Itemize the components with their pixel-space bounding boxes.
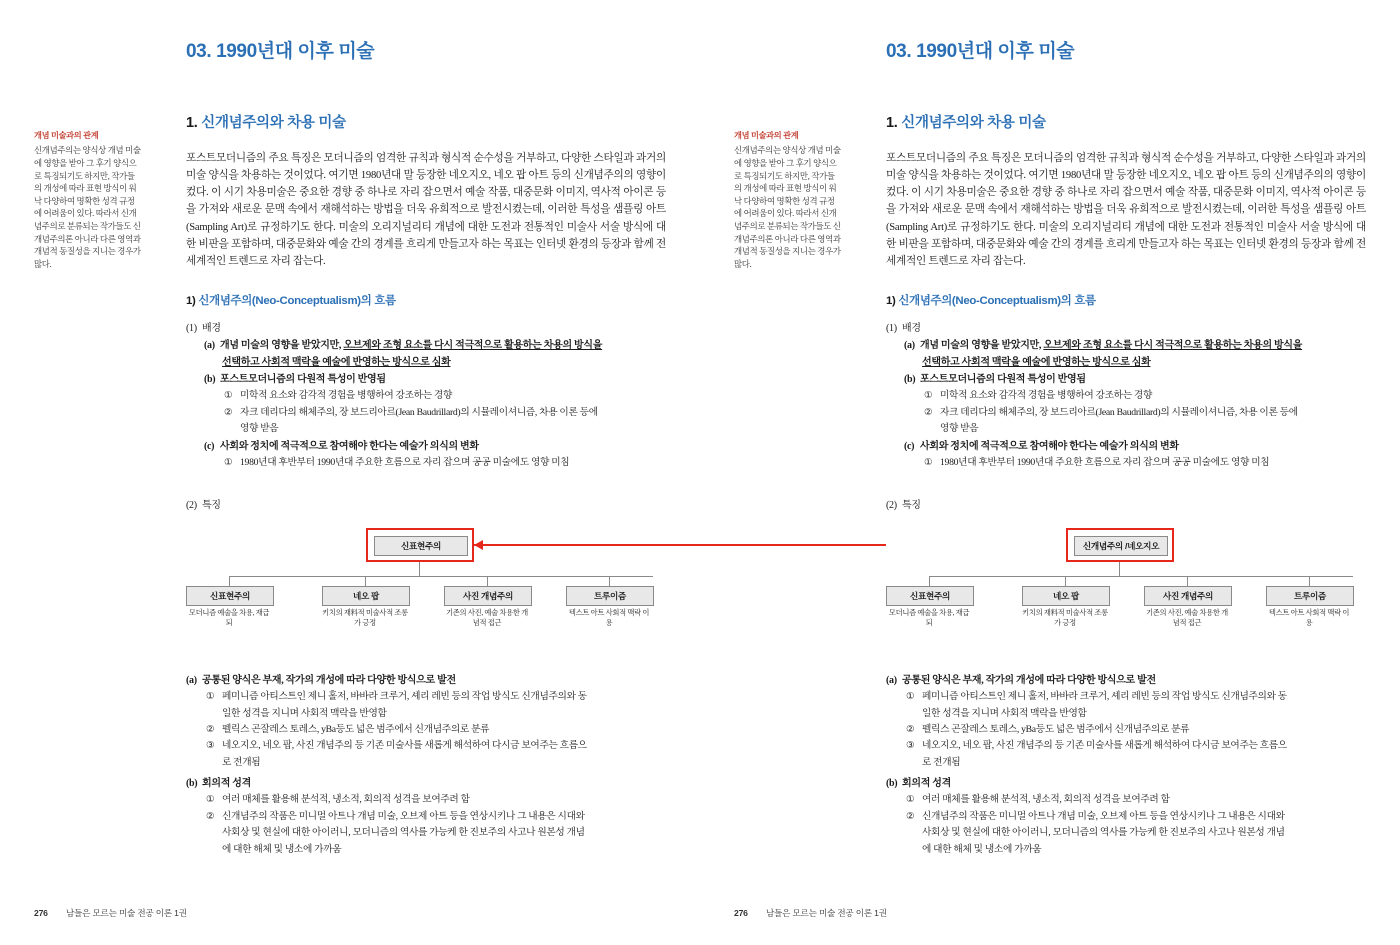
diagram-leaf-node: 네오 팝 <box>322 586 410 606</box>
outline-text: 자크 데리다의 해체주의, 장 보드리아르(Jean Baudrillard)의 시뮬레이셔니즘, 차용 이론 등에 <box>940 406 1298 418</box>
diagram-connector <box>229 576 230 586</box>
diagram-connector <box>365 576 366 586</box>
outline-text: 1980년대 후반부터 1990년대 주요한 흐름으로 자리 잡으며 공공 미술에도 영향 미침 <box>940 456 1270 468</box>
outline-text: 여러 매체를 활용해 분석적, 냉소적, 회의적 성격을 보여주려 함 <box>222 794 470 806</box>
diagram-connector <box>929 576 1353 577</box>
outline-text: 미학적 요소와 감각적 경험을 병행하여 강조하는 경향 <box>940 390 1153 402</box>
concept-diagram <box>186 524 666 642</box>
outline-item <box>924 388 1366 404</box>
outline-marker: (a) <box>886 675 897 687</box>
concept-diagram <box>886 524 1366 642</box>
outline-marker: ① <box>224 390 233 402</box>
chapter-title: 03. 1990년대 이후 미술 <box>186 41 375 62</box>
diagram-leaf-caption: 기존의 사진, 예술 차용한 개념적 접근 <box>1146 608 1228 627</box>
outline-level3 <box>902 689 1366 771</box>
outline-marker: (c) <box>204 440 215 452</box>
outline-level1-second <box>186 672 666 858</box>
subsection-heading <box>886 292 1366 308</box>
outline-level3 <box>202 689 666 771</box>
diagram-leaf-caption: 키치의 재料적 미술사적 조롱가 긍정 <box>1022 608 1108 627</box>
outline-item <box>906 738 1366 771</box>
outline-item <box>224 388 666 404</box>
annotation-arrow-head <box>474 540 483 550</box>
diagram-leaf-node: 사진 개념주의 <box>444 586 532 606</box>
section-number: 1. <box>186 115 198 131</box>
diagram-leaf-caption: 키치의 재料적 미술사적 조롱가 긍정 <box>322 608 408 627</box>
outline-marker: ③ <box>906 740 915 752</box>
outline-item <box>886 320 1366 337</box>
outline-text-line2: 선택하고 사회적 맥락을 예술에 반영하는 방식으로 심화 <box>922 357 1151 369</box>
outline-marker: ① <box>906 691 915 703</box>
outline-item <box>924 405 1366 438</box>
outline-item <box>924 455 1366 471</box>
outline-text: 여러 매체를 활용해 분석적, 냉소적, 회의적 성격을 보여주려 함 <box>922 794 1170 806</box>
outline-marker: (a) <box>186 675 197 687</box>
outline-marker: (b) <box>204 374 216 386</box>
outline-text: 미학적 요소와 감각적 경험을 병행하여 강조하는 경향 <box>240 390 453 402</box>
outline-text-line2: 영향 받음 <box>940 423 979 435</box>
outline-marker: (b) <box>904 374 916 386</box>
section-title <box>886 111 1366 132</box>
outline-level3 <box>902 792 1366 858</box>
page-number: 276 <box>34 908 48 918</box>
diagram-connector <box>487 576 488 586</box>
outline-text: 포스트모더니즘의 다원적 특성이 반영됨 <box>220 374 386 386</box>
outline-text: 신개념주의 작품은 미니멀 아트나 개념 미술, 오브제 아트 등을 연상시키나 그 내용은 시대와 <box>922 810 1285 822</box>
outline-text: 페미니즘 아티스트인 제니 홀저, 바바라 크루거, 셰리 레빈 등의 작업 방식도 신개념주의와 동 <box>922 691 1287 703</box>
outline-item <box>224 455 666 471</box>
page-footer <box>734 907 887 919</box>
body-paragraph: 포스트모더니즘의 주요 특징은 모더니즘의 엄격한 규칙과 형식적 순수성을 거부하고, 다양한 스타일과 과거의 미술 양식을 차용하는 것이었다. 여기면 1980년대 말 등장한 네오지오, 네오 팝 아트 등의 신개념주의의 영향이 컸다. 이 시기 차용미술은 중요한 경향 중 하나로 자리 잡으면서 예술 작품, 대중문화 이미지, 역사적 아이콘 등을 가져와 새로운 문맥 속에서 재해석하는 방법을 더욱 유희적으로 발전시켰는데, 이러한 특성을 샘플링 아트(Sampling Art)로 규정하기도 한다. 미술의 오리지널리티 개념에 대한 도전과 전통적인 미술사 서술 방식에 대한 비판을 포함하며, 대중문화와 예술 간의 경계를 흐리게 만들고자 하는 목표는 인터넷 환경의 등장과 함께 전 세계적인 트렌드로 자리 잡는다. <box>886 153 1366 267</box>
outline-marker: ① <box>906 794 915 806</box>
outline-item <box>204 371 666 388</box>
outline-level3 <box>220 455 666 471</box>
diagram-connector <box>419 562 420 576</box>
outline-item <box>186 320 666 337</box>
outline-item <box>904 337 1366 371</box>
body-paragraph: 포스트모더니즘의 주요 특징은 모더니즘의 엄격한 규칙과 형식적 순수성을 거부하고, 다양한 스타일과 과거의 미술 양식을 차용하는 것이었다. 여기면 1980년대 말 등장한 네오지오, 네오 팝 아트 등의 신개념주의의 영향이 컸다. 이 시기 차용미술은 중요한 경향 중 하나로 자리 잡으면서 예술 작품, 대중문화 이미지, 역사적 아이콘 등을 가져와 새로운 문맥 속에서 재해석하는 방법을 더욱 유희적으로 발전시켰는데, 이러한 특성을 샘플링 아트(Sampling Art)로 규정하기도 한다. 미술의 오리지널리티 개념에 대한 도전과 전통적인 미술사 서술 방식에 대한 비판을 포함하며, 대중문화와 예술 간의 경계를 흐리게 만들고자 하는 목표는 인터넷 환경의 등장과 함께 전 세계적인 트렌드로 자리 잡는다. <box>186 153 666 267</box>
outline-text: 공통된 양식은 부재, 작가의 개성에 따라 다양한 방식으로 발전 <box>902 675 1156 687</box>
outline-item <box>886 497 1366 514</box>
outline-item <box>186 497 666 514</box>
diagram-node-top: 신개념주의 /네오지오 <box>1074 536 1168 556</box>
outline-text-line2: 사회상 및 현실에 대한 아이러니, 모더니즘의 역사를 가능케 한 진보주의 사고나 원본성 개념 <box>222 827 585 839</box>
section-number: 1. <box>886 115 898 131</box>
outline-marker: (2) <box>186 500 197 512</box>
diagram-leaf-node: 신표현주의 <box>886 586 974 606</box>
outline-text: 네오지오, 네오 팝, 사진 개념주의 등 기존 미술사를 새롭게 해석하여 다시금 보여주는 흐름으 <box>222 740 587 752</box>
subsection-heading <box>186 292 666 308</box>
diagram-connector <box>229 576 653 577</box>
outline-item <box>906 689 1366 722</box>
outline-text: 개념 미술의 영향을 받았지만, <box>920 340 1044 352</box>
diagram-connector <box>1187 576 1188 586</box>
section-title <box>186 111 666 132</box>
outline-text: 신개념주의 작품은 미니멀 아트나 개념 미술, 오브제 아트 등을 연상시키나 그 내용은 시대와 <box>222 810 585 822</box>
outline-marker: (a) <box>904 340 915 352</box>
outline-text: 페미니즘 아티스트인 제니 홀저, 바바라 크루거, 셰리 레빈 등의 작업 방식도 신개념주의와 동 <box>222 691 587 703</box>
diagram-leaf-node: 사진 개념주의 <box>1144 586 1232 606</box>
feature-label <box>186 497 666 514</box>
diagram-leaf-node: 신표현주의 <box>186 586 274 606</box>
diagram-connector <box>1119 562 1120 576</box>
outline-item <box>204 438 666 455</box>
outline-text-line2: 로 전개됨 <box>222 756 261 768</box>
outline-item <box>886 672 1366 689</box>
outline-marker: ① <box>224 456 233 468</box>
outline-item <box>206 722 666 738</box>
outline-text-line2: 영향 받음 <box>240 423 279 435</box>
book-title: 남들은 모르는 미술 전공 이론 1권 <box>765 908 887 918</box>
diagram-connector <box>1065 576 1066 586</box>
outline-text: 펠릭스 곤잘레스 토레스, yBa등도 넓은 범주에서 신개념주의로 분류 <box>222 724 490 735</box>
diagram-connector <box>609 576 610 586</box>
outline-marker: (1) <box>186 323 197 335</box>
outline-marker: ① <box>924 390 933 402</box>
outline-text-line2: 로 전개됨 <box>922 756 961 768</box>
outline-level3 <box>920 455 1366 471</box>
outline-level2 <box>202 337 666 471</box>
outline-text: 배경 <box>202 323 221 335</box>
page-right <box>700 0 1400 945</box>
sidenote <box>34 130 142 271</box>
outline-item <box>906 809 1366 858</box>
diagram-leaf-caption: 텍스트 아트 사회적 맥락 이용 <box>1268 608 1350 627</box>
outline-text: 포스트모더니즘의 다원적 특성이 반영됨 <box>920 374 1086 386</box>
outline-item <box>206 792 666 808</box>
outline-text: 1980년대 후반부터 1990년대 주요한 흐름으로 자리 잡으며 공공 미술에도 영향 미침 <box>240 456 570 468</box>
outline-marker: ② <box>906 724 915 735</box>
outline-item <box>906 722 1366 738</box>
outline-marker: (b) <box>186 778 198 790</box>
outline-item <box>886 775 1366 792</box>
outline-text-underlined: 오브제와 조형 요소를 다시 적극적으로 활용하는 차용의 방식을 <box>1043 340 1303 352</box>
outline-level1-second <box>886 672 1366 858</box>
outline-marker: ③ <box>206 740 215 752</box>
outline-level1 <box>186 320 666 471</box>
feature-label <box>886 497 1366 514</box>
outline-marker: ② <box>224 406 233 418</box>
outline-level3 <box>220 388 666 437</box>
outline-item <box>906 792 1366 808</box>
outline-level1 <box>886 320 1366 471</box>
outline-text-line3: 에 대한 해체 및 냉소에 가까움 <box>922 843 1042 855</box>
outline-text-line2: 선택하고 사회적 맥락을 예술에 반영하는 방식으로 심화 <box>222 357 451 369</box>
sidenote <box>734 130 842 271</box>
outline-text: 네오지오, 네오 팝, 사진 개념주의 등 기존 미술사를 새롭게 해석하여 다시금 보여주는 흐름으 <box>922 740 1287 752</box>
outline-text-line2: 일한 성격을 지니며 사회적 맥락을 반영함 <box>222 707 387 719</box>
page-footer <box>34 907 187 919</box>
outline-text: 배경 <box>902 323 921 335</box>
diagram-node-top: 신표현주의 <box>374 536 468 556</box>
subsection-title: 신개념주의(Neo-Conceptualism)의 흐름 <box>898 295 1096 308</box>
outline-item <box>206 809 666 858</box>
outline-marker: (a) <box>204 340 215 352</box>
outline-marker: ① <box>206 794 215 806</box>
outline-level2 <box>902 337 1366 471</box>
outline-text: 개념 미술의 영향을 받았지만, <box>220 340 344 352</box>
outline-marker: (b) <box>886 778 898 790</box>
outline-marker: ② <box>906 810 915 822</box>
sidenote-title: 개념 미술과의 관계 <box>34 131 99 140</box>
outline-text-underlined: 오브제와 조형 요소를 다시 적극적으로 활용하는 차용의 방식을 <box>343 340 603 352</box>
outline-marker: (2) <box>886 500 897 512</box>
diagram-leaf-caption: 기존의 사진, 예술 차용한 개념적 접근 <box>446 608 528 627</box>
chapter-title: 03. 1990년대 이후 미술 <box>886 41 1075 62</box>
outline-marker: ① <box>924 456 933 468</box>
diagram-connector <box>1309 576 1310 586</box>
section-title-text: 신개념주의와 차용 미술 <box>901 115 1046 131</box>
outline-marker: ② <box>924 406 933 418</box>
page-content <box>186 150 666 858</box>
outline-level3 <box>920 388 1366 437</box>
diagram-leaf-node: 트루이즘 <box>1266 586 1354 606</box>
outline-text: 자크 데리다의 해체주의, 장 보드리아르(Jean Baudrillard)의 시뮬레이셔니즘, 차용 이론 등에 <box>240 406 598 418</box>
outline-item <box>186 672 666 689</box>
diagram-leaf-caption: 모더니즘 예술을 차용, 재급되 <box>888 608 970 627</box>
page-content <box>886 150 1366 858</box>
outline-text: 공통된 양식은 부재, 작가의 개성에 따라 다양한 방식으로 발전 <box>202 675 456 687</box>
subsection-number: 1) <box>886 295 896 308</box>
outline-text: 사회와 정치에 적극적으로 참여해야 한다는 예술가 의식의 변화 <box>920 440 1179 452</box>
outline-item <box>904 371 1366 388</box>
outline-marker: ② <box>206 810 215 822</box>
diagram-leaf-caption: 모더니즘 예술을 차용, 재급되 <box>188 608 270 627</box>
outline-marker: (1) <box>886 323 897 335</box>
sidenote-text: 신개념주의는 양식상 개념 미술에 영향을 받아 그 후기 양식으로 특징되기도 하지만, 작가들의 개성에 따라 표현 방식이 워낙 다양하여 명확한 성격 규정에 어려움이 있다. 따라서 신개념주의로 분류되는 작가들도 신개념주의론 아니라 다른 영역과 개념적 동질성을 지니는 경우가 많다. <box>34 146 141 269</box>
annotation-arrow-line <box>704 544 886 546</box>
outline-item <box>224 405 666 438</box>
outline-text-line2: 사회상 및 현실에 대한 아이러니, 모더니즘의 역사를 가능케 한 진보주의 사고나 원본성 개념 <box>922 827 1285 839</box>
diagram-leaf-node: 네오 팝 <box>1022 586 1110 606</box>
outline-level3 <box>202 792 666 858</box>
outline-marker: ① <box>206 691 215 703</box>
outline-text: 특징 <box>902 500 921 512</box>
diagram-leaf-node: 트루이즘 <box>566 586 654 606</box>
sidenote-text: 신개념주의는 양식상 개념 미술에 영향을 받아 그 후기 양식으로 특징되기도 하지만, 작가들의 개성에 따라 표현 방식이 워낙 다양하여 명확한 성격 규정에 어려움이 있다. 따라서 신개념주의로 분류되는 작가들도 신개념주의론 아니라 다른 영역과 개념적 동질성을 지니는 경우가 많다. <box>734 146 841 269</box>
outline-marker: ② <box>206 724 215 735</box>
diagram-leaf-caption: 텍스트 아트 사회적 맥락 이용 <box>568 608 650 627</box>
outline-item <box>206 689 666 722</box>
subsection-number: 1) <box>186 295 196 308</box>
diagram-connector <box>929 576 930 586</box>
section-title-text: 신개념주의와 차용 미술 <box>201 115 346 131</box>
outline-marker: (c) <box>904 440 915 452</box>
outline-text: 회의적 성격 <box>902 778 952 790</box>
outline-text-line3: 에 대한 해체 및 냉소에 가까움 <box>222 843 342 855</box>
outline-text: 펠릭스 곤잘레스 토레스, yBa등도 넓은 범주에서 신개념주의로 분류 <box>922 724 1190 735</box>
outline-item <box>904 438 1366 455</box>
outline-text: 사회와 정치에 적극적으로 참여해야 한다는 예술가 의식의 변화 <box>220 440 479 452</box>
book-title: 남들은 모르는 미술 전공 이론 1권 <box>65 908 187 918</box>
subsection-title: 신개념주의(Neo-Conceptualism)의 흐름 <box>198 295 396 308</box>
outline-item <box>186 775 666 792</box>
page-number: 276 <box>734 908 748 918</box>
outline-item <box>206 738 666 771</box>
outline-text-line2: 일한 성격을 지니며 사회적 맥락을 반영함 <box>922 707 1087 719</box>
outline-text: 회의적 성격 <box>202 778 252 790</box>
outline-text: 특징 <box>202 500 221 512</box>
sidenote-title: 개념 미술과의 관계 <box>734 131 799 140</box>
outline-item <box>204 337 666 371</box>
